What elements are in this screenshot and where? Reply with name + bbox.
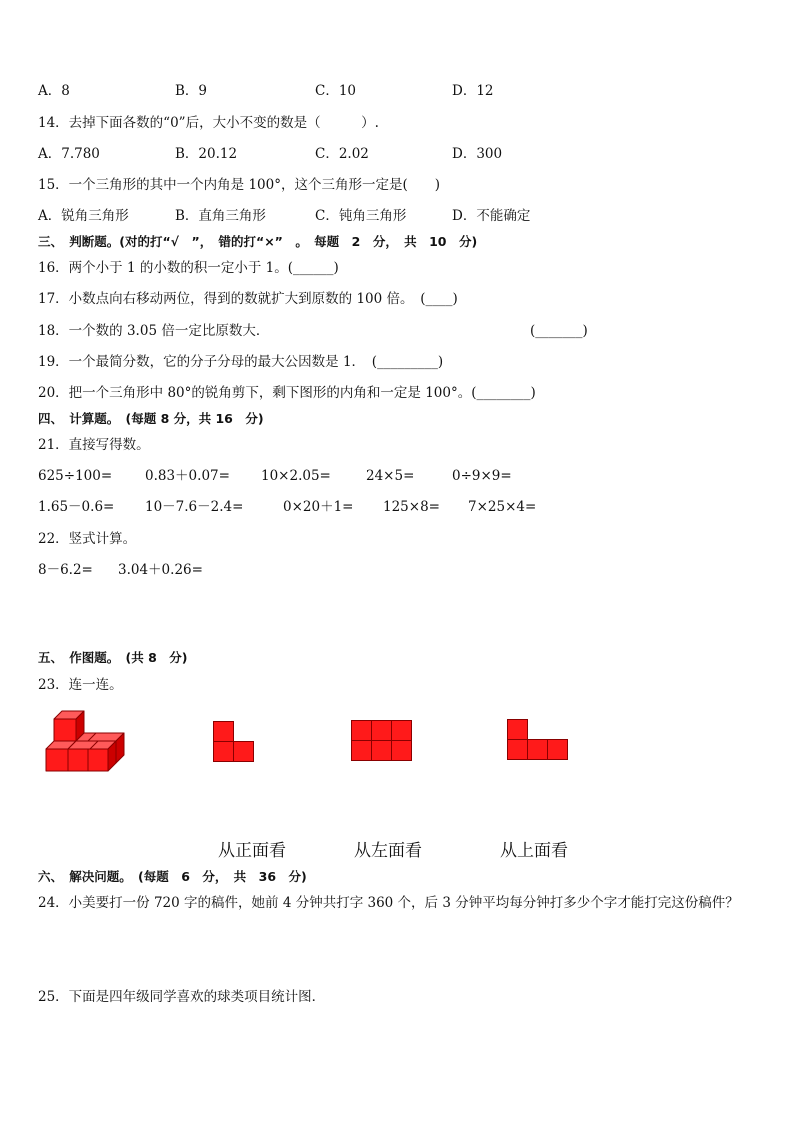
square-cell xyxy=(352,741,372,761)
view-label-front: 从正面看 xyxy=(218,841,286,861)
square-cell xyxy=(392,721,412,741)
q21-item: 125×8= xyxy=(383,499,440,515)
q18-text: 18．一个数的 3.05 倍一定比原数大． xyxy=(38,323,270,339)
q13-option-b: B．9 xyxy=(175,83,208,99)
q13-option-a: A．8 xyxy=(38,83,70,99)
q21-item: 625÷100= xyxy=(38,468,113,484)
q18-answer-blank: (_______) xyxy=(530,323,588,339)
q15-option-c: C．钝角三角形 xyxy=(315,208,407,224)
view-label-left: 从左面看 xyxy=(354,841,422,861)
square-cell xyxy=(214,722,234,742)
q22-item: 3.04＋0.26= xyxy=(118,562,203,578)
q15-stem: 15．一个三角形的其中一个内角是 100°，这个三角形一定是( ) xyxy=(38,177,441,193)
q19-text: 19．一个最简分数，它的分子分母的最大公因数是 1． (_________) xyxy=(38,354,444,370)
q21-item: 1.65－0.6= xyxy=(38,499,115,515)
section3-title: 三、 判断题。(对的打“√ ”， 错的打“×” 。 每题 2 分， 共 10 分) xyxy=(38,234,478,249)
q21-item: 24×5= xyxy=(366,468,415,484)
square-cell xyxy=(372,741,392,761)
square-cell xyxy=(548,740,568,760)
q21-item: 7×25×4= xyxy=(468,499,537,515)
square-cell xyxy=(214,742,234,762)
square-cell xyxy=(528,740,548,760)
section6-title: 六、 解决问题。 (每题 6 分， 共 36 分) xyxy=(38,869,307,884)
cube-front-face xyxy=(68,749,88,771)
q21-item: 0÷9×9= xyxy=(452,468,512,484)
cube-solid-figure xyxy=(40,703,132,773)
q21-item: 0.83＋0.07= xyxy=(145,468,230,484)
q14-stem: 14．去掉下面各数的“0”后，大小不变的数是（ ）. xyxy=(38,115,379,131)
q22-item: 8－6.2= xyxy=(38,562,93,578)
square-cell xyxy=(392,741,412,761)
view-shape-l-small xyxy=(213,721,255,763)
q21-item: 10×2.05= xyxy=(261,468,331,484)
square-cell xyxy=(508,740,528,760)
cube-front-face xyxy=(88,749,108,771)
q14-option-c: C．2.02 xyxy=(315,146,369,162)
q13-option-d: D．12 xyxy=(452,83,494,99)
square-cell xyxy=(372,721,392,741)
square-cell xyxy=(234,742,254,762)
view-label-top: 从上面看 xyxy=(500,841,568,861)
q14-option-b: B．20.12 xyxy=(175,146,238,162)
view-shape-rectangle xyxy=(351,720,413,762)
q16-text: 16．两个小于 1 的小数的积一定小于 1。(______) xyxy=(38,260,339,276)
q24-text: 24．小美要打一份 720 字的稿件，她前 4 分钟共打字 360 个，后 3 分钟平均每分钟打多少个字才能打完这份稿件？ xyxy=(38,895,739,911)
q23-stem: 23．连一连。 xyxy=(38,677,123,693)
q15-option-a: A．锐角三角形 xyxy=(38,208,129,224)
section5-title: 五、 作图题。 (共 8 分) xyxy=(38,650,188,665)
q21-item: 0×20＋1= xyxy=(283,499,354,515)
square-cell xyxy=(508,720,528,740)
cube-front-face xyxy=(46,749,68,771)
q15-option-b: B．直角三角形 xyxy=(175,208,266,224)
view-shape-l-long xyxy=(507,719,569,761)
q13-option-c: C．10 xyxy=(315,83,357,99)
q20-text: 20．把一个三角形中 80°的锐角剪下，剩下图形的内角和一定是 100°。(________) xyxy=(38,385,536,401)
square-cell xyxy=(352,721,372,741)
q21-item: 10－7.6－2.4= xyxy=(145,499,244,515)
q25-text: 25．下面是四年级同学喜欢的球类项目统计图． xyxy=(38,989,326,1005)
section4-title: 四、 计算题。 (每题 8 分，共 16 分) xyxy=(38,411,264,426)
q17-text: 17．小数点向右移动两位，得到的数就扩大到原数的 100 倍。 (____) xyxy=(38,291,458,307)
cube-front-face xyxy=(54,719,76,741)
q15-option-d: D．不能确定 xyxy=(452,208,531,224)
q14-option-d: D．300 xyxy=(452,146,503,162)
q14-option-a: A．7.780 xyxy=(38,146,100,162)
q22-stem: 22．竖式计算。 xyxy=(38,531,137,547)
q21-stem: 21．直接写得数。 xyxy=(38,437,150,453)
